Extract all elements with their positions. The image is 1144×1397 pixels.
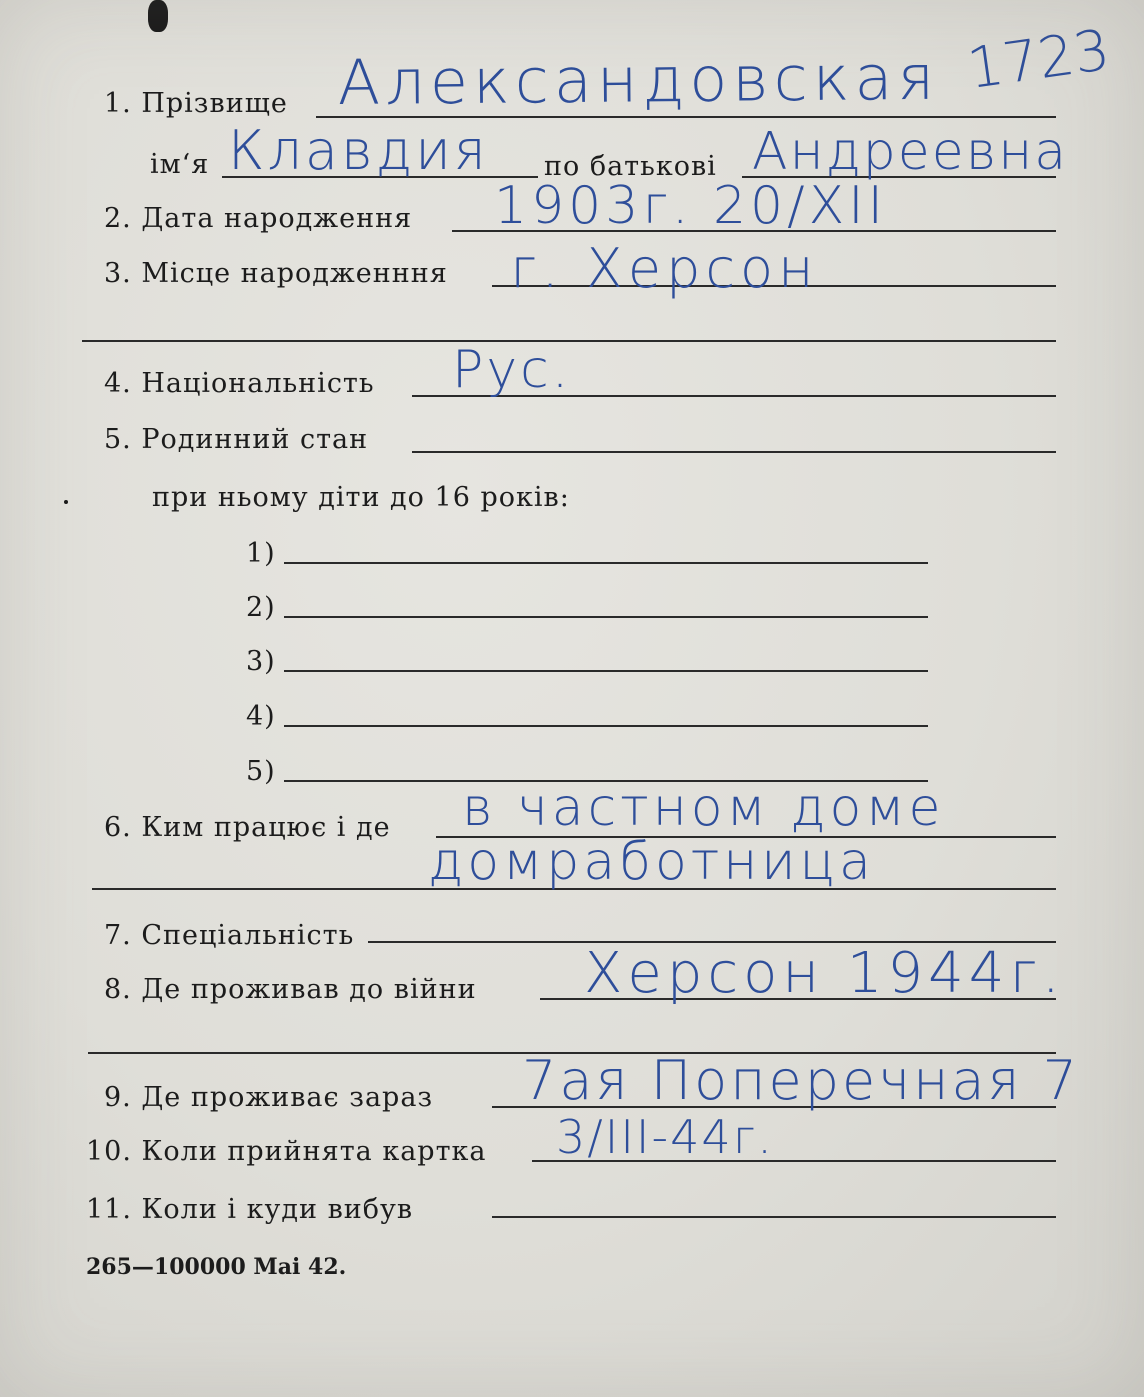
first-name-value[interactable]: Клавдия <box>228 119 489 182</box>
first-name-label: ім‘я <box>150 149 210 180</box>
card-date-value[interactable]: 3/III-44г. <box>556 1110 774 1164</box>
surname-value[interactable]: Александовская <box>337 40 940 119</box>
specialty-label: 7. Спеціальність <box>104 920 355 951</box>
print-code: 265—100000 Mai 42. <box>86 1254 347 1280</box>
birth-date-value[interactable]: 1903г. 20/XII <box>494 176 887 236</box>
departure-line <box>492 1216 1056 1218</box>
patronymic-value[interactable]: Андреевна <box>752 122 1069 182</box>
prewar-residence-label: 8. Де проживав до війни <box>104 974 477 1005</box>
occupation-value[interactable]: в частном доме <box>462 778 945 838</box>
nationality-value[interactable]: Рус. <box>452 340 572 400</box>
child-3-label: 3) <box>246 646 276 677</box>
occupation-label: 6. Ким працює і де <box>104 812 391 843</box>
birth-place-value[interactable]: г. Херсон <box>510 237 819 300</box>
occupation-value-2[interactable]: домработница <box>428 832 875 892</box>
ink-speck <box>64 500 68 504</box>
registration-number: 1723 <box>963 17 1114 102</box>
child-4-line[interactable] <box>284 725 928 727</box>
birth-date-label: 2. Дата народження <box>104 203 413 234</box>
birth-place-label: 3. Місце народженння <box>104 258 448 289</box>
child-2-line[interactable] <box>284 616 928 618</box>
surname-label: 1. Прізвище <box>104 88 288 119</box>
marital-status-label: 5. Родинний стан <box>104 424 369 455</box>
ink-speck <box>148 0 168 32</box>
patronymic-label: по батькові <box>544 151 717 182</box>
child-1-label: 1) <box>246 538 276 569</box>
prewar-residence-value[interactable]: Херсон 1944г. <box>584 941 1065 1006</box>
current-residence-label: 9. Де проживає зараз <box>104 1082 434 1113</box>
child-4-label: 4) <box>246 701 276 732</box>
marital-status-line <box>412 451 1056 453</box>
departure-label: 11. Коли і куди вибув <box>86 1194 414 1225</box>
children-label: при ньому діти до 16 років: <box>152 482 570 513</box>
card-date-label: 10. Коли прийнята картка <box>86 1136 487 1167</box>
child-3-line[interactable] <box>284 670 928 672</box>
child-5-label: 5) <box>246 756 276 787</box>
child-2-label: 2) <box>246 592 276 623</box>
child-1-line[interactable] <box>284 562 928 564</box>
nationality-label: 4. Національність <box>104 368 375 399</box>
current-residence-value[interactable]: 7ая Поперечная 7 <box>522 1049 1081 1112</box>
